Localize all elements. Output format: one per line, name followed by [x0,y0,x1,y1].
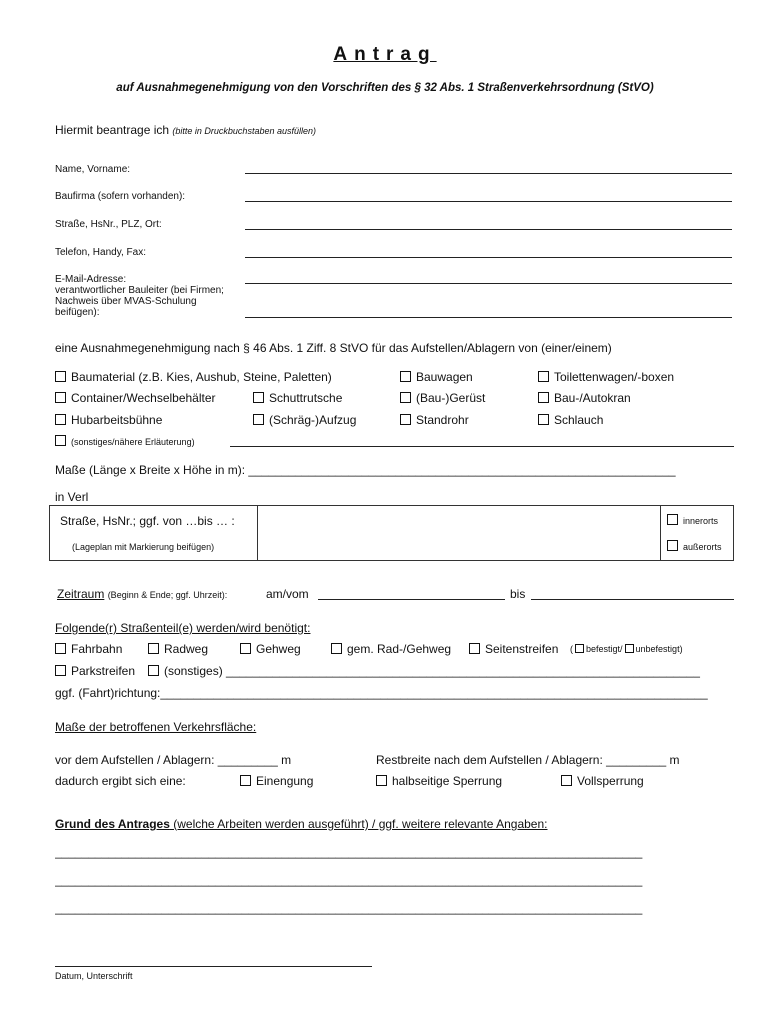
checkbox-fahrbahn[interactable] [55,642,122,656]
intro-line [55,123,316,137]
other-explanation-input[interactable] [230,446,734,447]
signature-input[interactable] [55,966,372,967]
width-before-field[interactable]: vor dem Aufstellen / Ablagern: _________ m [55,753,292,767]
unbefestigt-label: unbefestigt) [635,644,683,654]
checkbox-label: Bau-/Autokran [554,391,631,405]
checkbox-icon[interactable] [400,392,411,403]
checkbox-icon[interactable] [376,775,387,786]
field-label-phone: Telefon, Handy, Fax: [55,247,146,258]
period-from-label: am/vom [266,587,309,601]
checkbox-icon[interactable] [538,392,549,403]
page-title: Antrag [333,44,437,65]
field-label-name: Name, Vorname: [55,164,131,175]
field-address-input[interactable] [245,229,732,230]
checkbox-label: Radweg [164,642,209,656]
checkbox-icon[interactable] [55,414,66,425]
rest-width-field[interactable]: Restbreite nach dem Aufstellen / Ablagern: _________ m [376,753,680,767]
paren-open: ( [570,644,573,654]
field-label-email-extra-1: verantwortlicher Bauleiter (bei Firmen; [55,285,224,296]
checkbox-label: Standrohr [416,413,469,427]
period-to-label: bis [510,587,526,601]
checkbox-halbseitige-sperrung[interactable] [376,774,502,788]
checkbox-befestigt[interactable] [575,644,584,653]
dimensions-label: Maße (Länge x Breite x Höhe in m): ________________________________________________________________ [55,463,676,477]
period-from-input[interactable] [318,599,505,600]
checkbox-einengung[interactable] [240,774,313,788]
permit-text: eine Ausnahmegenehmigung nach § 46 Abs. 1 Ziff. 8 StVO für das Aufstellen/Ablagern von (einer/einem) [55,341,612,355]
checkbox-label: Baumaterial (z.B. Kies, Aushub, Steine, Paletten) [71,370,332,384]
location-divider-left [257,505,258,560]
checkbox-label: Seitenstreifen [485,642,559,656]
checkbox-icon[interactable] [253,392,264,403]
checkbox-schuttrutsche[interactable] [253,391,342,405]
checkbox-label: Bauwagen [416,370,473,384]
checkbox-icon[interactable] [667,514,678,525]
checkbox-innerorts[interactable] [667,514,718,526]
street-input[interactable] [262,509,654,555]
checkbox-icon[interactable] [55,371,66,382]
checkbox-icon[interactable] [148,643,159,654]
checkbox-icon[interactable] [667,540,678,551]
checkbox-hubarbeitsbuehne[interactable] [55,413,162,427]
field-email-input[interactable] [245,283,732,284]
shoulder-type [570,644,683,654]
checkbox-autokran[interactable] [538,391,631,405]
checkbox-icon[interactable] [253,414,264,425]
checkbox-standrohr[interactable] [400,413,469,427]
checkbox-parkstreifen[interactable] [55,664,135,678]
field-phone-input[interactable] [245,257,732,258]
field-site-manager-input[interactable] [245,317,732,318]
checkbox-label: Hubarbeitsbühne [71,413,163,427]
checkbox-label: gem. Rad-/Gehweg [347,642,452,656]
checkbox-ausserorts[interactable] [667,540,722,552]
direction-field[interactable]: ggf. (Fahrt)richtung:__________________________________________________________________________________ [55,686,708,700]
checkbox-icon[interactable] [55,665,66,676]
checkbox-label: (Schräg-)Aufzug [269,413,357,427]
intro-text: Hiermit beantrage ich [55,123,170,137]
checkbox-icon[interactable] [55,435,66,446]
checkbox-label: Vollsperrung [577,774,644,788]
result-label: dadurch ergibt sich eine: [55,774,186,788]
checkbox-label: außerorts [683,542,722,552]
checkbox-toilettenwagen[interactable] [538,370,674,384]
location-city: in Verl [55,490,89,504]
period-to-input[interactable] [531,599,734,600]
traffic-area-heading: Maße der betroffenen Verkehrsfläche: [55,720,257,734]
checkbox-icon[interactable] [561,775,572,786]
checkbox-icon[interactable] [400,371,411,382]
signature-label: Datum, Unterschrift [55,971,133,981]
checkbox-label: Fahrbahn [71,642,123,656]
checkbox-label: Einengung [256,774,314,788]
reason-heading-line [55,817,548,831]
field-label-email-extra-2: Nachweis über MVAS-Schulung [55,296,197,307]
checkbox-icon[interactable] [148,665,159,676]
checkbox-radweg[interactable] [148,642,208,656]
field-name-input[interactable] [245,173,732,174]
checkbox-label: Gehweg [256,642,301,656]
checkbox-label: Schlauch [554,413,604,427]
field-label-email-extra-3: beifügen): [55,307,100,318]
checkbox-label: (Bau-)Gerüst [416,391,486,405]
checkbox-geruest[interactable] [400,391,485,405]
page-subtitle: auf Ausnahmegenehmigung von den Vorschriften des § 32 Abs. 1 Straßenverkehrsordnung (StVO) [116,82,654,94]
checkbox-icon[interactable] [538,414,549,425]
befestigt-label: befestigt/ [586,644,623,654]
checkbox-vollsperrung[interactable] [561,774,644,788]
checkbox-icon[interactable] [240,775,251,786]
checkbox-bauwagen[interactable] [400,370,473,384]
field-label-company: Baufirma (sofern vorhanden): [55,191,186,202]
checkbox-icon[interactable] [538,371,549,382]
checkbox-unbefestigt[interactable] [625,644,634,653]
checkbox-aufzug[interactable] [253,413,356,427]
checkbox-baumaterial[interactable] [55,370,332,384]
field-company-input[interactable] [245,201,732,202]
checkbox-icon[interactable] [55,643,66,654]
reason-heading: Grund des Antrages [55,817,170,831]
checkbox-icon[interactable] [400,414,411,425]
reason-line-3[interactable]: ________________________________________________________________________________________ [55,901,643,915]
checkbox-rad-gehweg[interactable] [331,642,451,656]
checkbox-icon[interactable] [240,643,251,654]
checkbox-schlauch[interactable] [538,413,603,427]
checkbox-sonstiges-road[interactable] [148,664,700,678]
checkbox-label: (sonstiges) _______________________________________________________________________ [164,664,700,678]
period-line [57,587,227,601]
plan-note: (Lageplan mit Markierung beifügen) [72,542,215,552]
checkbox-sonstiges[interactable] [55,435,195,447]
checkbox-label: halbseitige Sperrung [392,774,503,788]
checkbox-label: Parkstreifen [71,664,136,678]
checkbox-seitenstreifen[interactable] [469,642,558,656]
checkbox-label: Schuttrutsche [269,391,343,405]
reason-line-1[interactable]: ________________________________________________________________________________________ [55,845,643,859]
checkbox-icon[interactable] [469,643,480,654]
period-note: (Beginn & Ende; ggf. Uhrzeit): [107,590,228,600]
checkbox-icon[interactable] [331,643,342,654]
checkbox-label: innerorts [683,516,719,526]
period-label: Zeitraum [57,587,105,601]
checkbox-icon[interactable] [55,392,66,403]
field-label-email-block [55,274,224,318]
intro-note: (bitte in Druckbuchstaben ausfüllen) [172,126,316,136]
location-divider-right [660,505,661,560]
street-label: Straße, HsNr.; ggf. von …bis … : [60,514,235,528]
reason-detail: (welche Arbeiten werden ausgeführt) / ggf. weitere relevante Angaben: [169,817,548,831]
checkbox-container[interactable] [55,391,216,405]
road-parts-heading: Folgende(r) Straßenteil(e) werden/wird benötigt: [55,621,311,635]
checkbox-label: (sonstiges/nähere Erläuterung) [71,437,195,447]
reason-line-2[interactable]: ________________________________________________________________________________________ [55,873,643,887]
field-label-email: E-Mail-Adresse: [55,274,127,285]
field-label-address: Straße, HsNr., PLZ, Ort: [55,219,162,230]
checkbox-gehweg[interactable] [240,642,301,656]
checkbox-label: Toilettenwagen/-boxen [554,370,675,384]
checkbox-label: Container/Wechselbehälter [71,391,216,405]
